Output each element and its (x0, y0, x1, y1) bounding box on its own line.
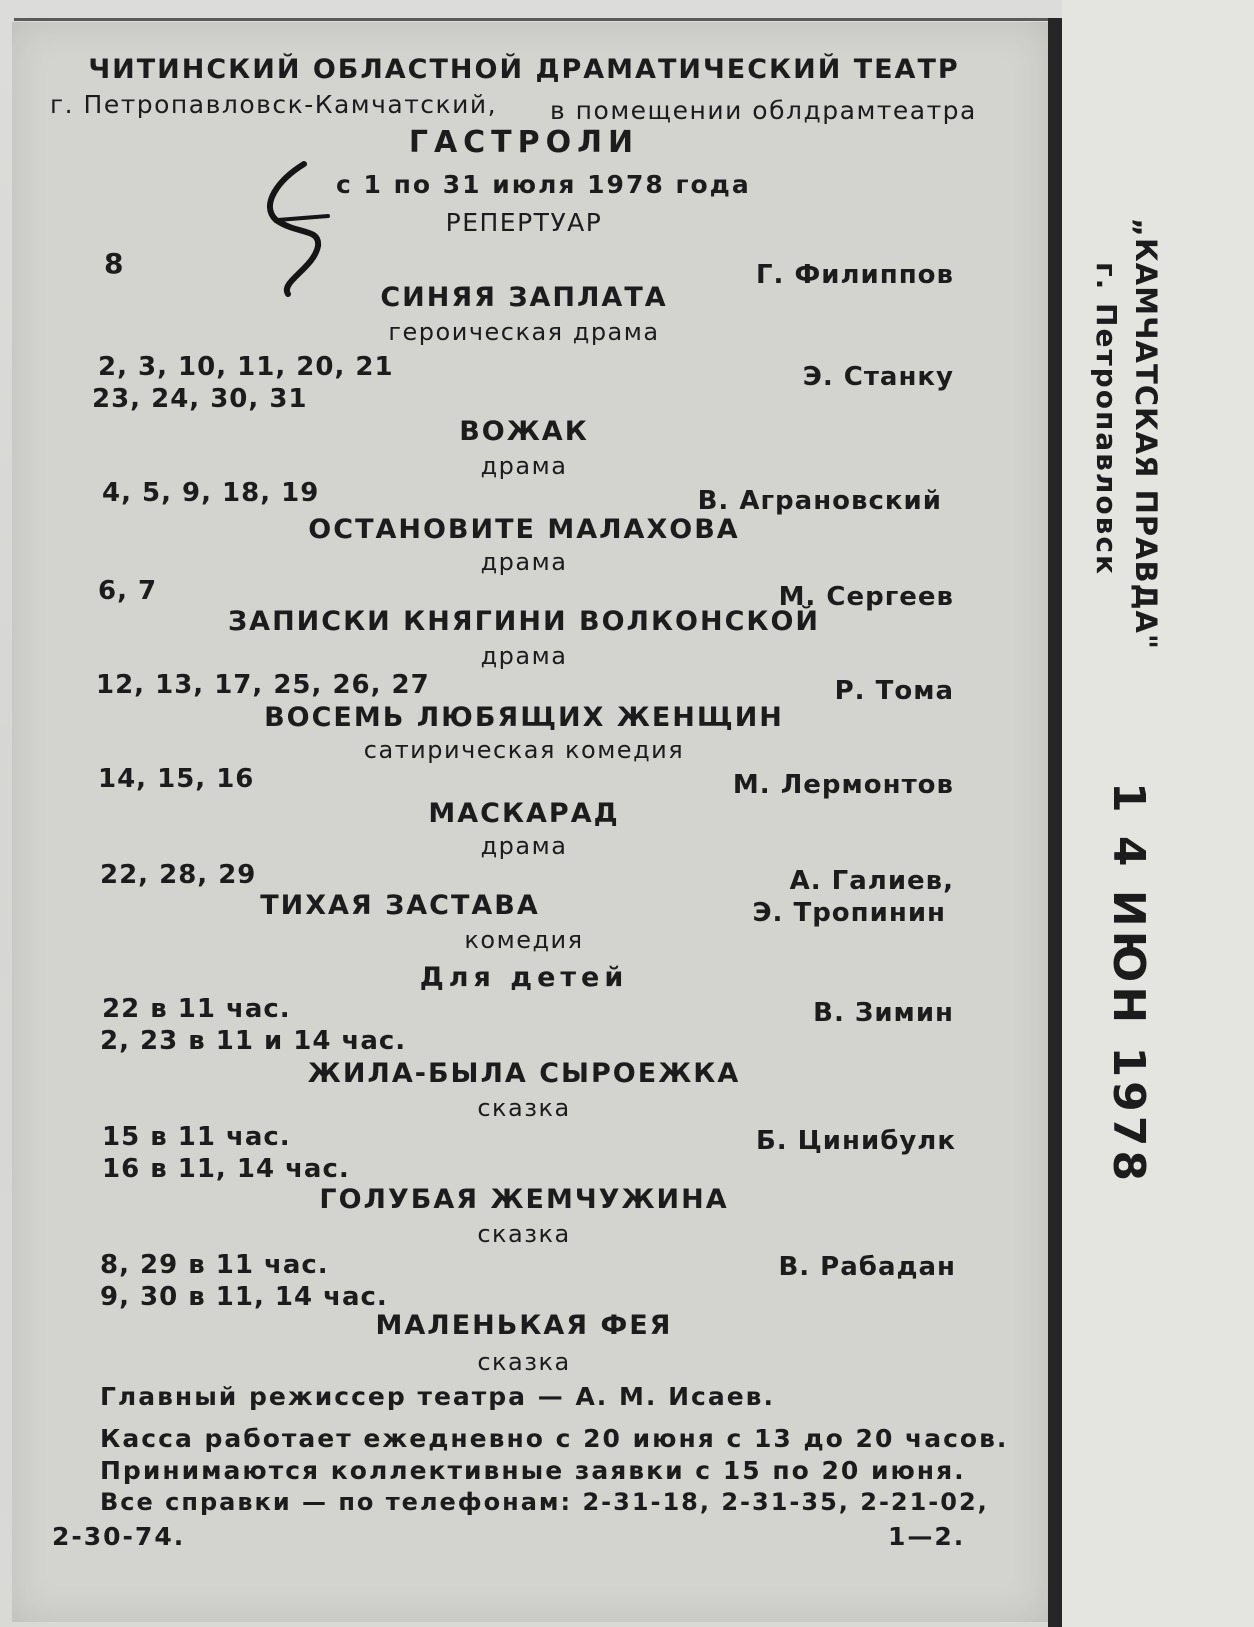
child-author-1: Б. Цинибулк (755, 1126, 956, 1156)
phones-cont: 2-30-74. (52, 1522, 186, 1551)
top-rule (14, 18, 1054, 21)
repertoire-label: РЕПЕРТУАР (445, 208, 603, 237)
play-title-3: ЗАПИСКИ КНЯГИНИ ВОЛКОНСКОЙ (227, 606, 820, 637)
play-title-2: ОСТАНОВИТЕ МАЛАХОВА (308, 514, 740, 545)
stamp-city: г. Петропавловск (1090, 262, 1123, 576)
play-genre-5: драма (480, 832, 568, 860)
children-label: Для детей (419, 962, 629, 993)
play-genre-1: драма (480, 452, 568, 480)
child-title-2: МАЛЕНЬКАЯ ФЕЯ (375, 1310, 673, 1341)
play-genre-4: сатирическая комедия (363, 736, 685, 764)
play-dates-1b: 23, 24, 30, 31 (92, 384, 308, 414)
tour-title: ГАСТРОЛИ (408, 125, 640, 160)
play-genre-0: героическая драма (388, 318, 660, 346)
issue-ref: 1—2. (888, 1522, 966, 1551)
child-author-2: В. Рабадан (778, 1252, 956, 1282)
child-dates-0: 22 в 11 час. (102, 994, 291, 1024)
child-dates-1b: 16 в 11, 14 час. (102, 1154, 350, 1184)
play-genre-2: драма (480, 548, 568, 576)
child-title-1: ГОЛУБАЯ ЖЕМЧУЖИНА (319, 1184, 729, 1215)
margin-mark: 8 (104, 247, 125, 280)
play-title-6: ТИХАЯ ЗАСТАВА (260, 890, 540, 921)
play-title-0: СИНЯЯ ЗАПЛАТА (380, 282, 668, 313)
theatre-name: ЧИТИНСКИЙ ОБЛАСТНОЙ ДРАМАТИЧЕСКИЙ ТЕАТР (88, 54, 960, 85)
author-6: А. Галиев, (789, 866, 954, 896)
author-1: Э. Станку (802, 362, 954, 392)
child-author-0: В. Зимин (813, 998, 954, 1028)
director-line: Главный режиссер театра — А. М. Исаев. (100, 1382, 775, 1411)
venue: в помещении облдрамтеатра (550, 96, 977, 125)
author-5: М. Лермонтов (732, 770, 954, 800)
author-2: В. Аграновский (697, 486, 942, 516)
play-dates-6: 22, 28, 29 (100, 860, 257, 890)
author-6b: Э. Тропинин (752, 898, 946, 928)
box-office-line: Касса работает ежедневно с 20 июня с 13 до 20 часов. (100, 1424, 1009, 1453)
child-dates-2b: 9, 30 в 11, 14 час. (100, 1282, 388, 1312)
author-0: Г. Филиппов (755, 260, 954, 290)
play-dates-5: 14, 15, 16 (98, 764, 255, 794)
author-3: М. Сергеев (778, 582, 954, 612)
child-genre-2: сказка (477, 1348, 571, 1376)
play-genre-3: драма (480, 642, 568, 670)
clipping-border-bar (1048, 18, 1062, 1627)
play-genre-6: комедия (464, 926, 584, 954)
play-dates-4: 12, 13, 17, 25, 26, 27 (96, 670, 430, 700)
phones-line: Все справки — по телефонам: 2-31-18, 2-31-35, 2-21-02, (100, 1488, 989, 1516)
play-dates-1: 2, 3, 10, 11, 20, 21 (98, 352, 394, 382)
play-title-5: МАСКАРАД (428, 798, 620, 829)
handwritten-mark-icon (258, 150, 348, 300)
child-dates-0b: 2, 23 в 11 и 14 час. (100, 1026, 407, 1056)
play-dates-3: 6, 7 (98, 576, 158, 606)
group-orders-line: Принимаются коллективные заявки с 15 по 20 июня. (100, 1456, 966, 1485)
play-title-4: ВОСЕМЬ ЛЮБЯЩИХ ЖЕНЩИН (264, 702, 784, 733)
stamp-newspaper: „КАМЧАТСКАЯ ПРАВДА" (1129, 218, 1163, 651)
child-dates-2: 8, 29 в 11 час. (100, 1250, 329, 1280)
author-4: Р. Тома (834, 676, 954, 706)
location: г. Петропавловск-Камчатский, (50, 90, 498, 119)
play-title-1: ВОЖАК (459, 416, 589, 447)
child-genre-1: сказка (477, 1220, 571, 1248)
child-genre-0: сказка (477, 1094, 571, 1122)
play-dates-2: 4, 5, 9, 18, 19 (102, 478, 320, 508)
tour-period: с 1 по 31 июля 1978 года (336, 170, 751, 199)
child-title-0: ЖИЛА-БЫЛА СЫРОЕЖКА (307, 1058, 741, 1089)
child-dates-1: 15 в 11 час. (102, 1122, 291, 1152)
stamp-date: 1 4 ИЮН 1978 (1103, 782, 1154, 1185)
